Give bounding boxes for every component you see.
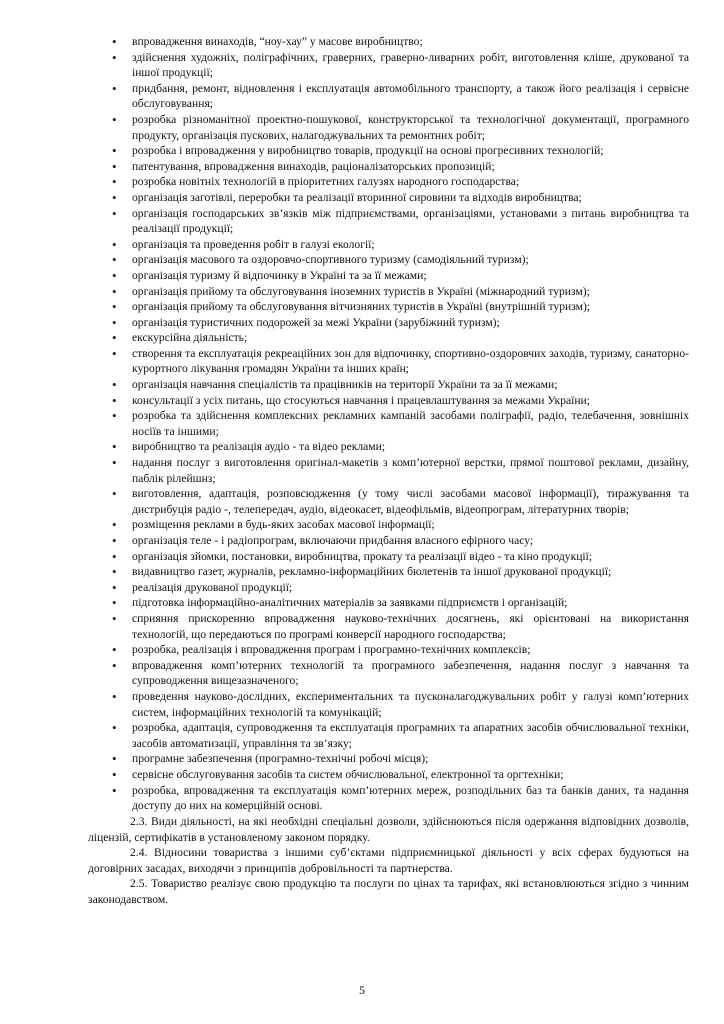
clause-paragraph: 2.3. Види діяльності, на які необхідні спеціальні дозволи, здійснюються після одержання відповідних дозволів, ліцензій, сертифікатів в установленому законом порядку. [88,815,689,844]
bullet-item: • реалізація друкованої продукції; [112,580,689,596]
bullet-item: • видавництво газет, журналів, рекламно-інформаційних бюлетенів та іншої друкованої продукції; [112,564,689,580]
bullet-item: • організація теле - і радіопрограм, включаючи придбання власного ефірного часу; [112,533,689,549]
bullet-item: • консультації з усіх питань, що стосуються навчання і працевлаштування за межами України; [112,393,689,409]
bullet-item: • розробка і впровадження у виробництво товарів, продукції на основі прогресивних технологій; [112,143,689,159]
bullet-item: • організація туристичних подорожей за межі України (зарубіжний туризм); [112,315,689,331]
bullet-item: • розробка, впровадження та експлуатація комп’ютерних мереж, розподільних баз та банків даних, та надання доступу до них на комерційній основі. [112,783,689,814]
bullet-item: • програмне забезпечення (програмно-технічні робочі місця); [112,751,689,767]
bullet-item: • організація заготівлі, переробки та реалізації вторинної сировини та відходів виробництва; [112,190,689,206]
bullet-item: • організація прийому та обслуговування іноземних туристів в Україні (міжнародний туризм); [112,284,689,300]
clause-paragraph: 2.5. Товариство реалізує свою продукцію та послуги по цінах та тарифах, які встановлюються згідно з чинним законодавством. [88,877,689,906]
bullet-item: • організація та проведення робіт в галузі екології; [112,237,689,253]
bullet-item: • організація господарських зв’язків між підприємствами, організаціями, установами з питань виробництва та реалізації продукції; [112,206,689,237]
bullet-item: • виробництво та реалізація аудіо - та відео реклами; [112,439,689,455]
bullet-item: • придбання, ремонт, відновлення і експлуатація автомобільного транспорту, а також його реалізація і сервісне обслуговування; [112,81,689,112]
bullet-item: • підготовка інформаційно-аналітичних матеріалів за заявками підприємств і організацій; [112,595,689,611]
clause-paragraph: 2.4. Відносини товариства з іншими суб’єктами підприємницької діяльності у всіх сферах будуються на договірних засадах, виходячи з принципів добровільності та партнерства. [88,846,689,875]
bullet-item: • розробка новітніх технологій в пріоритетних галузях народного господарства; [112,174,689,190]
activity-bullet-list [112,34,689,814]
bullet-item: • організація зйомки, постановки, виробництва, прокату та реалізації відео - та кіно продукції; [112,549,689,565]
bullet-item: • розміщення реклами в будь-яких засобах масової інформації; [112,517,689,533]
bullet-item: • розробка різноманітної проектно-пошукової, конструкторської та технологічної документації, програмного продукту, організація пускових, налагоджувальних та ремонтних робіт; [112,112,689,143]
bullet-item: • надання послуг з виготовлення оригінал-макетів з комп’ютерної верстки, прямої поштової реклами, дизайну, паблік рілейшнз; [112,455,689,486]
bullet-item: • організація масового та оздоровчо-спортивного туризму (самодіяльний туризм); [112,252,689,268]
bullet-item: • розробка, реалізація і впровадження програм і програмно-технічних комплексів; [112,642,689,658]
bullet-item: • організація туризму й відпочинку в Україні та за її межами; [112,268,689,284]
bullet-item: • організація прийому та обслуговування вітчизняних туристів в Україні (внутрішній туризм); [112,299,689,315]
bullet-item: • розробка, адаптація, супроводження та експлуатація програмних та апаратних засобів обчислювальної техніки, засобів автоматизації, управління та зв’язку; [112,720,689,751]
bullet-item: • здійснення художніх, поліграфічних, граверних, граверно-ливарних робіт, виготовлення кліше, друкованої та іншої продукції; [112,50,689,81]
bullet-item: • сприяння прискоренню впровадження науково-технічних досягнень, які орієнтовані на використання технологій, що передаються по програмі конверсії народного господарства; [112,611,689,642]
bullet-item: • впровадження винаходів, “ноу-хау” у масове виробництво; [112,34,689,50]
bullet-item: • організація навчання спеціалістів та працівників на території України та за її межами; [112,377,689,393]
bullet-item: • впровадження комп’ютерних технологій та програмного забезпечення, надання послуг з навчання та супроводження вищезазначеного; [112,658,689,689]
bullet-item: • екскурсійна діяльність; [112,330,689,346]
clauses-block [88,814,689,908]
bullet-item: • проведення науково-дослідних, експериментальних та пусконалагоджувальних робіт у галузі комп’ютерних систем, інформаційних технологій та комунікацій; [112,689,689,720]
bullet-item: • створення та експлуатація рекреаційних зон для відпочинку, спортивно-оздоровчих заходів, туризму, санаторно-курортного лікування громадян України та інших країн; [112,346,689,377]
bullet-item: • виготовлення, адаптація, розповсюдження (у тому числі засобами масової інформації), тиражування та дистрибуція радіо -, телепередач, аудіо, відеокасет, відеофільмів, відеопрограм, літературних творів; [112,486,689,517]
page-number: 5 [359,984,365,997]
bullet-item: • розробка та здійснення комплексних рекламних кампаній засобами поліграфії, радіо, телебачення, зовнішніх носіїв та іншими; [112,408,689,439]
bullet-item: • сервісне обслуговування засобів та систем обчислювальної, електронної та оргтехніки; [112,767,689,783]
bullet-item: • патентування, впровадження винаходів, раціоналізаторських пропозицій; [112,159,689,175]
